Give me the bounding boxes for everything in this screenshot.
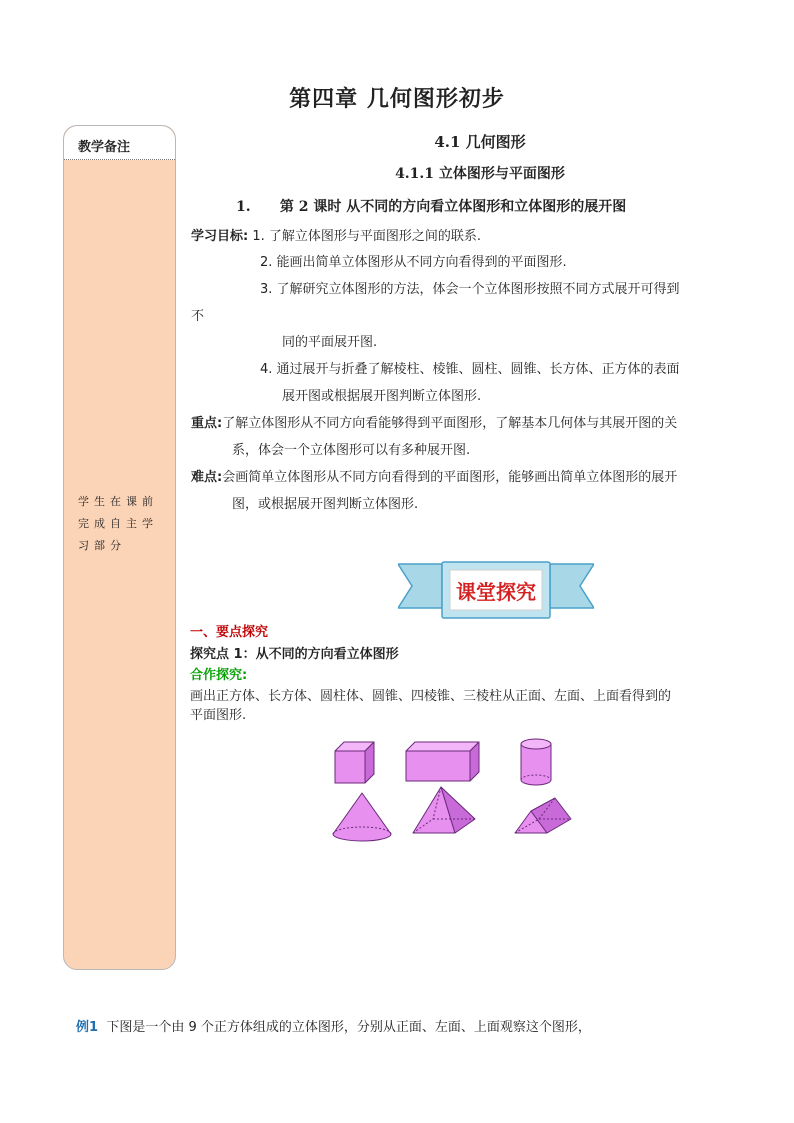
lesson-number: 1. [236,199,251,215]
explore-point-1-heading: 探究点 1：从不同的方向看立体图形 [190,647,399,662]
cone-shape [333,793,391,841]
difficulties-row-1 [191,469,677,487]
cylinder-shape [521,739,551,785]
difficulties-line1: 会画简单立体图形从不同方向看得到的平面图形，能够画出简单立体图形的展开 [222,470,678,485]
sidebar-header [64,126,175,160]
triangular-prism-shape [515,798,571,833]
key-points-line2: 系，体会一个立体图形可以有多种展开图. [232,443,471,458]
key-points-row-1 [191,415,677,433]
lesson-title [236,196,626,216]
objectives-row-1 [191,228,481,246]
key-points-label: 重点: [191,416,223,431]
cube-shape [335,742,374,783]
objective-3-line2: 同的平面展开图. [282,335,378,350]
lesson-name: 第 2 课时 从不同的方向看立体图形和立体图形的展开图 [279,199,627,215]
explore-desc-line1: 画出正方体、长方体、圆柱体、圆锥、四棱锥、三棱柱从正面、左面、上面看得到的 [190,689,672,704]
objective-4-line1: 4. 通过展开与折叠了解棱柱、棱锥、圆柱、圆锥、长方体、正方体的表面 [260,362,680,377]
objective-4-line2: 展开图或根据展开图判断立体图形. [282,389,482,404]
cooperative-explore-label: 合作探究: [190,668,248,683]
objective-3-wrap: 不 [191,309,205,324]
subsection-title: 4.1.1 立体图形与平面图形 [395,166,565,182]
example-1 [76,1019,591,1037]
sidebar-heading: 教学备注 [78,140,131,155]
objective-2: 2. 能画出简单立体图形从不同方向看得到的平面图形. [260,255,567,270]
key-explore-heading: 一、要点探究 [190,625,269,640]
example-text: 下图是一个由 9 个正方体组成的立体图形，分别从正面、左面、上面观察这个图形， [106,1020,591,1035]
objective-3-line1: 3. 了解研究立体图形的方法，体会一个立体图形按照不同方式展开可得到 [260,282,680,297]
classroom-explore-banner [398,558,594,624]
chapter-title: 第四章 几何图形初步 [289,86,505,112]
difficulties-label: 难点: [191,470,223,485]
teaching-notes-sidebar [63,125,176,970]
example-label: 例1 [76,1020,99,1035]
key-points-line1: 了解立体图形从不同方向看能够得到平面图形，了解基本几何体与其展开图的关 [222,416,678,431]
solid-shapes-figure [325,735,585,847]
section-title: 4.1 几何图形 [434,133,526,151]
banner-text: 课堂探究 [456,580,536,604]
explore-desc-line2: 平面图形. [190,708,247,723]
cuboid-shape [406,742,479,781]
banner-right-ribbon [550,564,594,608]
sidebar-note: 学生在课前完成自主学习部分 [78,495,158,552]
banner-left-ribbon [398,564,442,608]
objective-1: 1. 了解立体图形与平面图形之间的联系. [252,229,482,244]
difficulties-line2: 图，或根据展开图判断立体图形. [232,497,419,512]
square-pyramid-shape [413,787,475,833]
objectives-label: 学习目标: [191,229,249,244]
